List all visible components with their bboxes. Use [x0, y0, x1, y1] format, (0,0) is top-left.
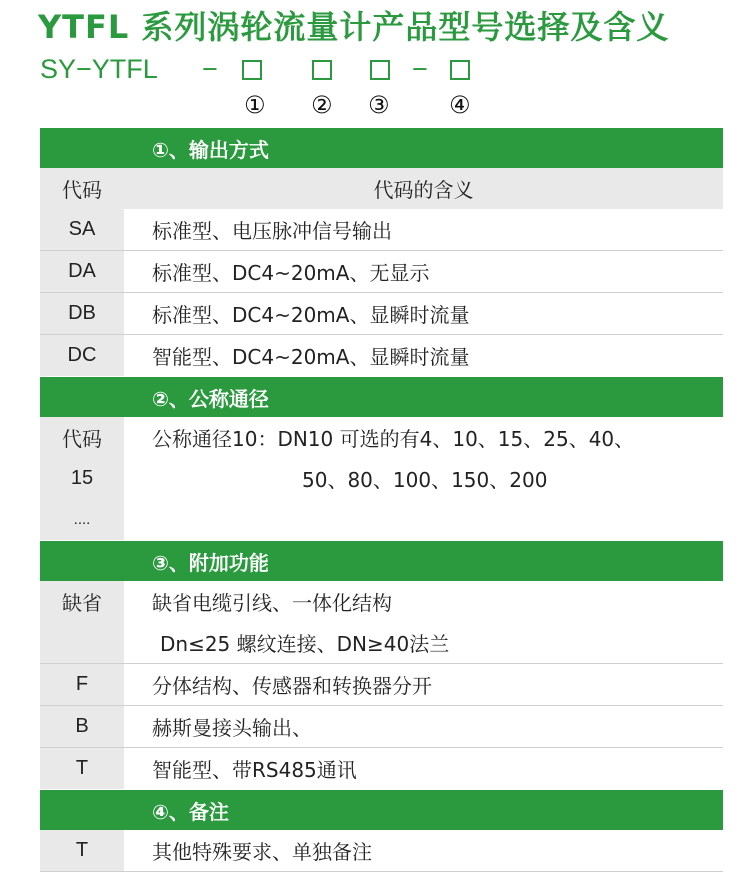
section-title: ④、备注 — [152, 799, 229, 824]
row-code: DA — [40, 251, 124, 292]
position-label-2: ② — [311, 91, 333, 119]
table-row — [40, 499, 723, 540]
row-meaning: 标准型、DC4~20mA、显瞬时流量 — [152, 303, 470, 327]
row-meaning: 标准型、DC4~20mA、无显示 — [152, 261, 430, 285]
row-code: T — [40, 748, 124, 789]
section-header-remarks — [40, 789, 723, 830]
table-row — [40, 417, 723, 458]
table-row — [40, 335, 723, 376]
model-dash-2: − — [412, 54, 428, 84]
table-row — [40, 622, 723, 664]
table-row — [40, 706, 723, 748]
column-header-code: 代码 — [40, 168, 124, 209]
section-title: ①、输出方式 — [152, 137, 269, 162]
row-meaning — [124, 499, 723, 540]
position-box-4 — [450, 60, 470, 80]
row-meaning: 50、80、100、150、200 — [302, 468, 548, 492]
row-code: 代码 — [40, 417, 124, 458]
position-label-4: ④ — [449, 91, 471, 119]
row-meaning: 赫斯曼接头输出、 — [152, 716, 312, 740]
row-code: DB — [40, 293, 124, 334]
table-row — [40, 748, 723, 789]
table-row — [40, 209, 723, 251]
row-code: T — [40, 830, 124, 871]
section-header-addon — [40, 540, 723, 581]
row-meaning: 缺省电缆引线、一体化结构 — [152, 591, 392, 615]
table-row — [40, 293, 723, 335]
row-meaning: 标准型、电压脉冲信号输出 — [152, 219, 392, 243]
row-code: DC — [40, 335, 124, 376]
table-row — [40, 251, 723, 293]
position-label-1: ① — [244, 91, 266, 119]
position-box-3 — [370, 60, 390, 80]
row-code: SA — [40, 209, 124, 250]
section-title: ②、公称通径 — [152, 386, 269, 411]
row-meaning: 智能型、带RS485通讯 — [152, 758, 357, 782]
section-header-output — [40, 127, 723, 168]
row-meaning: 智能型、DC4~20mA、显瞬时流量 — [152, 345, 470, 369]
table-row — [40, 581, 723, 622]
row-meaning: 其他特殊要求、单独备注 — [152, 840, 372, 864]
table-row — [40, 830, 723, 872]
table-row — [40, 458, 723, 499]
row-code: 15 — [40, 458, 124, 499]
row-code — [40, 622, 124, 663]
table-row — [40, 664, 723, 706]
row-code: 缺省 — [40, 581, 124, 622]
row-code: F — [40, 664, 124, 705]
row-meaning: 公称通径10：DN10 可选的有4、10、15、25、40、 — [152, 427, 635, 451]
position-box-2 — [312, 60, 332, 80]
section-title: ③、附加功能 — [152, 550, 269, 575]
column-header-meaning: 代码的含义 — [124, 168, 723, 209]
row-meaning: Dn≤25 螺纹连接、DN≥40法兰 — [160, 632, 450, 656]
page-title: YTFL 系列涡轮流量计产品型号选择及含义 — [38, 8, 670, 46]
position-box-1 — [242, 60, 262, 80]
position-label-3: ③ — [368, 91, 390, 119]
row-code: .... — [40, 499, 124, 540]
column-header-row — [40, 168, 723, 209]
model-spec-table — [40, 127, 723, 872]
model-dash-1: − — [202, 54, 218, 84]
row-code: B — [40, 706, 124, 747]
section-header-diameter — [40, 376, 723, 417]
row-meaning: 分体结构、传感器和转换器分开 — [152, 674, 432, 698]
model-prefix: SY−YTFL — [40, 54, 158, 84]
